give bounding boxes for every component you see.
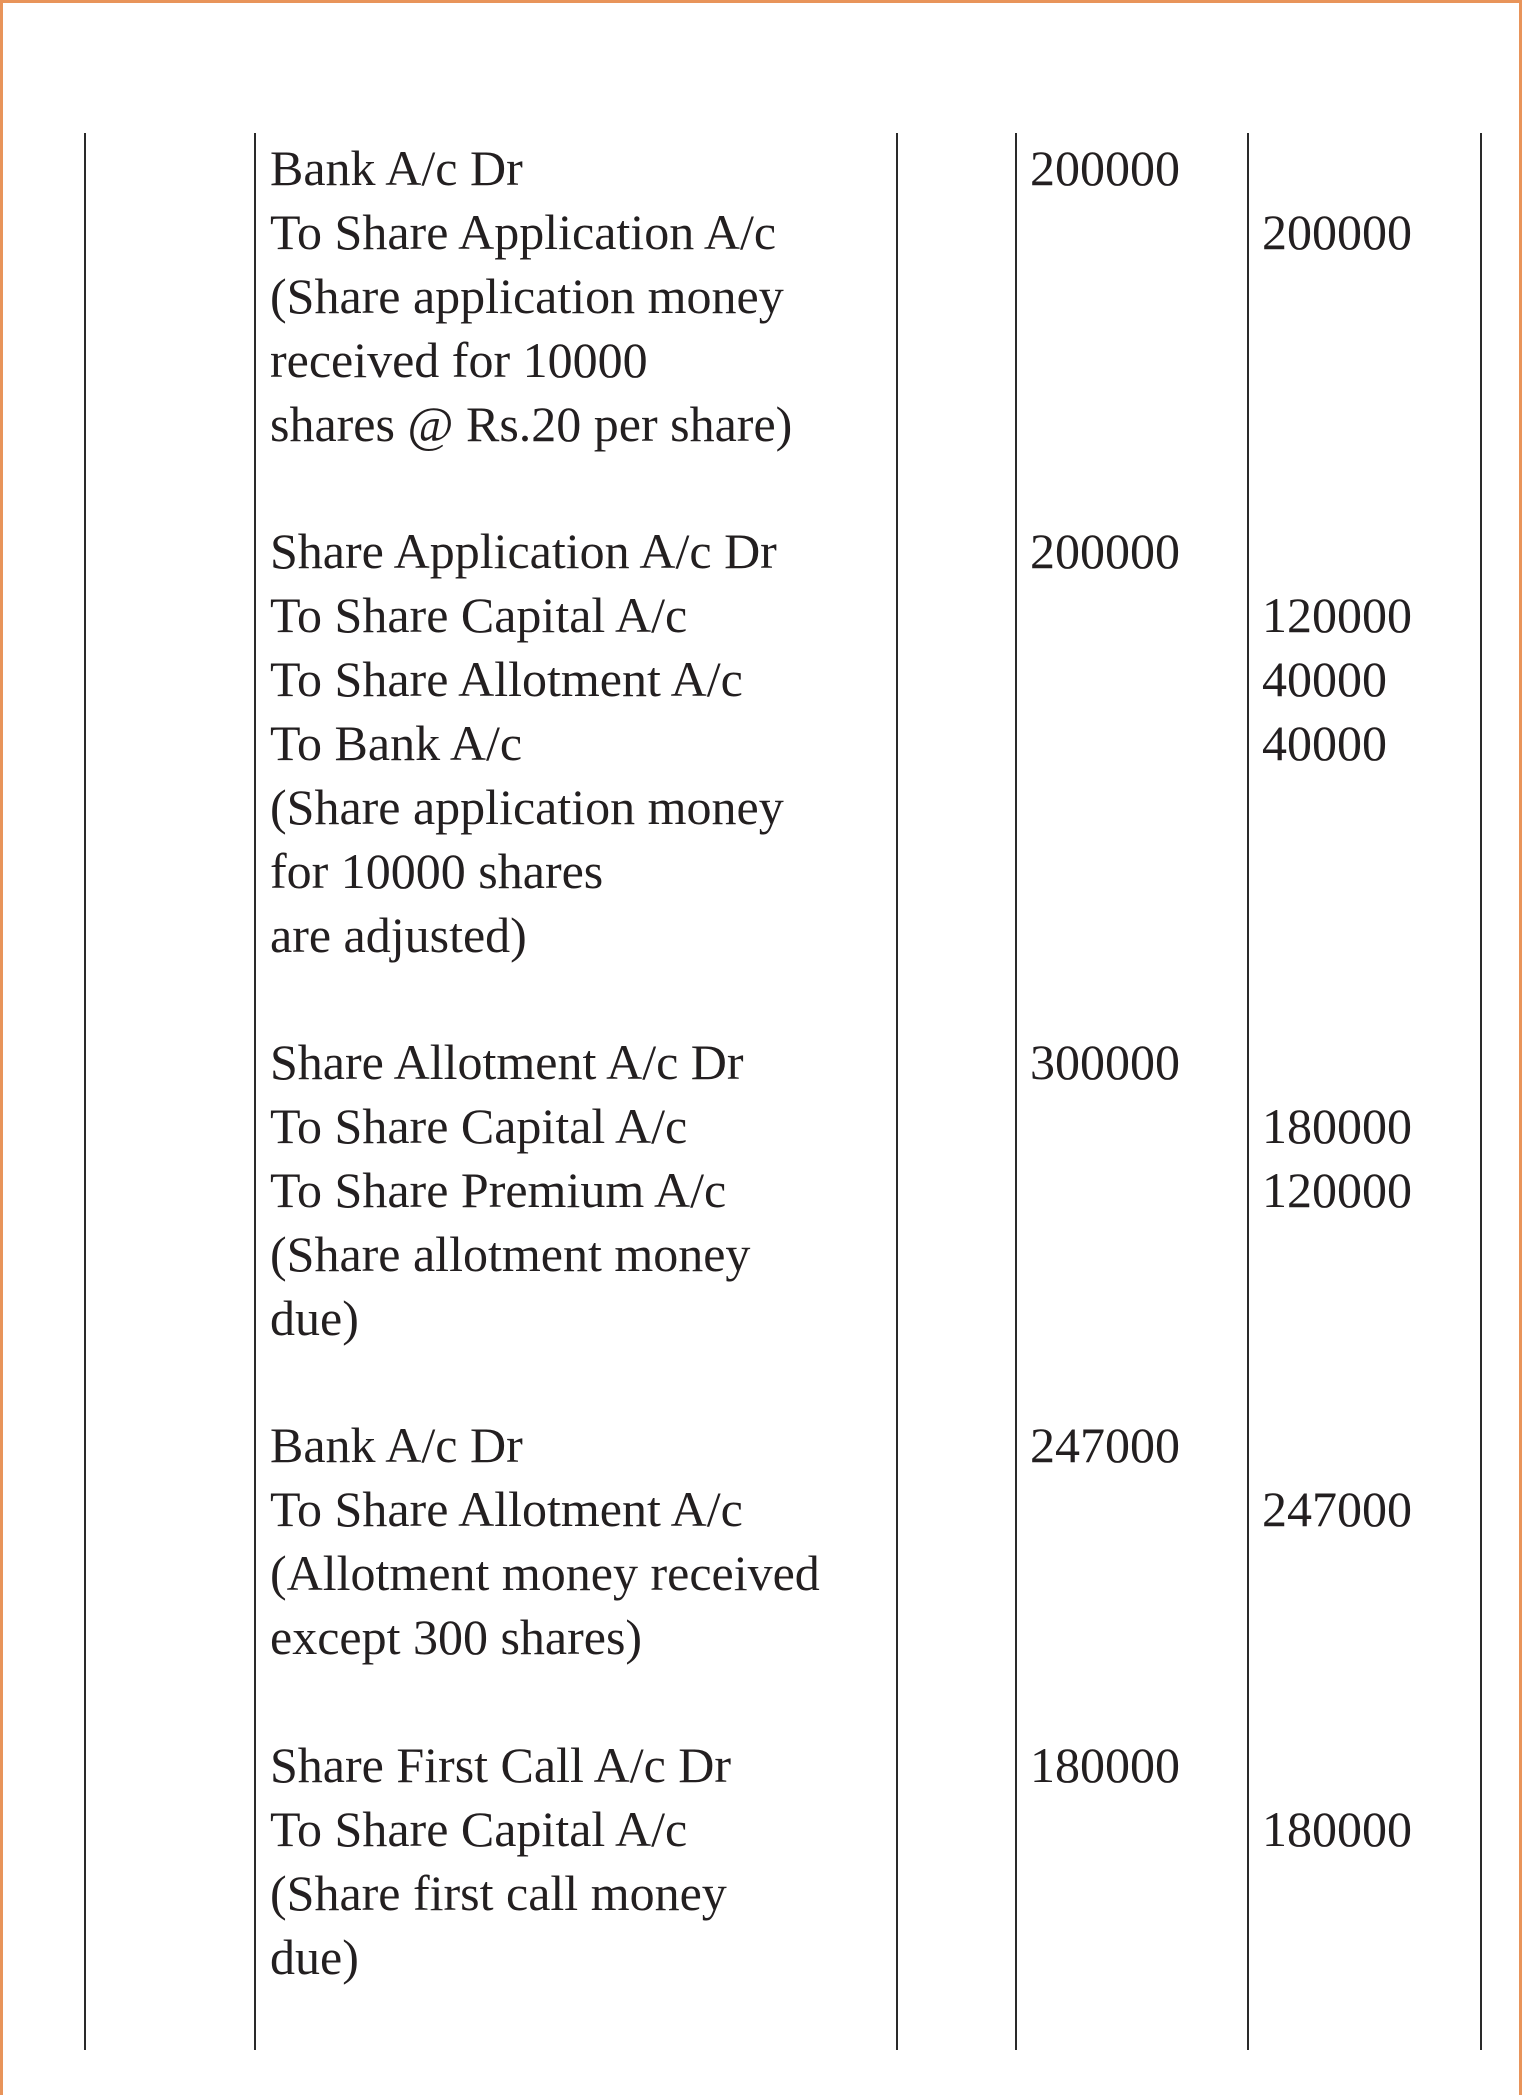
narration-text: except 300 shares) (270, 1609, 643, 1665)
credit-amount: 120000 (1262, 587, 1412, 643)
entry-line (0, 392, 1522, 456)
particulars-text: Share First Call A/c Dr (270, 1737, 732, 1793)
credit-amount: 200000 (1262, 204, 1412, 260)
journal-entry (0, 1030, 1522, 1350)
particulars-text: Bank A/c Dr (270, 140, 523, 196)
entry-line (0, 1541, 1522, 1605)
particulars-text: Share Application A/c Dr (270, 523, 777, 579)
credit-amount: 180000 (1262, 1098, 1412, 1154)
particulars-text: To Share Capital A/c (270, 1801, 688, 1857)
particulars-text: To Share Capital A/c (270, 1098, 688, 1154)
entry-line (0, 136, 1522, 200)
narration-text: (Share allotment money (270, 1226, 751, 1282)
particulars-text: To Share Application A/c (270, 204, 777, 260)
narration-text: (Share application money (270, 779, 784, 835)
narration-text: received for 10000 (270, 332, 648, 388)
entry-line (0, 1222, 1522, 1286)
particulars-text: Share Allotment A/c Dr (270, 1034, 744, 1090)
credit-amount: 40000 (1262, 715, 1387, 771)
debit-amount: 200000 (1030, 140, 1180, 196)
entry-line (0, 1094, 1522, 1158)
narration-text: (Share first call money (270, 1865, 727, 1921)
credit-amount: 40000 (1262, 651, 1387, 707)
entry-line (0, 264, 1522, 328)
credit-amount: 120000 (1262, 1162, 1412, 1218)
entry-line (0, 839, 1522, 903)
narration-text: (Allotment money received (270, 1545, 820, 1601)
entry-line (0, 1605, 1522, 1669)
debit-amount: 180000 (1030, 1737, 1180, 1793)
entry-line (0, 903, 1522, 967)
entry-line (0, 1861, 1522, 1925)
particulars-text: To Bank A/c (270, 715, 523, 771)
entry-line (0, 1030, 1522, 1094)
particulars-text: To Share Capital A/c (270, 587, 688, 643)
debit-amount: 200000 (1030, 523, 1180, 579)
particulars-text: To Share Allotment A/c (270, 1481, 743, 1537)
entry-line (0, 711, 1522, 775)
narration-text: shares @ Rs.20 per share) (270, 396, 793, 452)
narration-text: due) (270, 1929, 359, 1985)
narration-text: due) (270, 1290, 359, 1346)
entry-line (0, 647, 1522, 711)
entry-line (0, 1925, 1522, 1989)
entry-line (0, 1413, 1522, 1477)
debit-amount: 300000 (1030, 1034, 1180, 1090)
entry-line (0, 1477, 1522, 1541)
entry-line (0, 775, 1522, 839)
journal-entry (0, 519, 1522, 967)
entry-line (0, 1158, 1522, 1222)
entry-line (0, 583, 1522, 647)
debit-amount: 247000 (1030, 1417, 1180, 1473)
particulars-text: Bank A/c Dr (270, 1417, 523, 1473)
narration-text: are adjusted) (270, 907, 527, 963)
entry-line (0, 328, 1522, 392)
entry-line (0, 1733, 1522, 1797)
entry-line (0, 1286, 1522, 1350)
journal-entry (0, 1413, 1522, 1669)
credit-amount: 180000 (1262, 1801, 1412, 1857)
narration-text: (Share application money (270, 268, 784, 324)
entry-line (0, 519, 1522, 583)
entry-line (0, 200, 1522, 264)
particulars-text: To Share Premium A/c (270, 1162, 727, 1218)
journal-entry (0, 1733, 1522, 1989)
credit-amount: 247000 (1262, 1481, 1412, 1537)
narration-text: for 10000 shares (270, 843, 604, 899)
entry-line (0, 1797, 1522, 1861)
journal-entry (0, 136, 1522, 456)
particulars-text: To Share Allotment A/c (270, 651, 743, 707)
